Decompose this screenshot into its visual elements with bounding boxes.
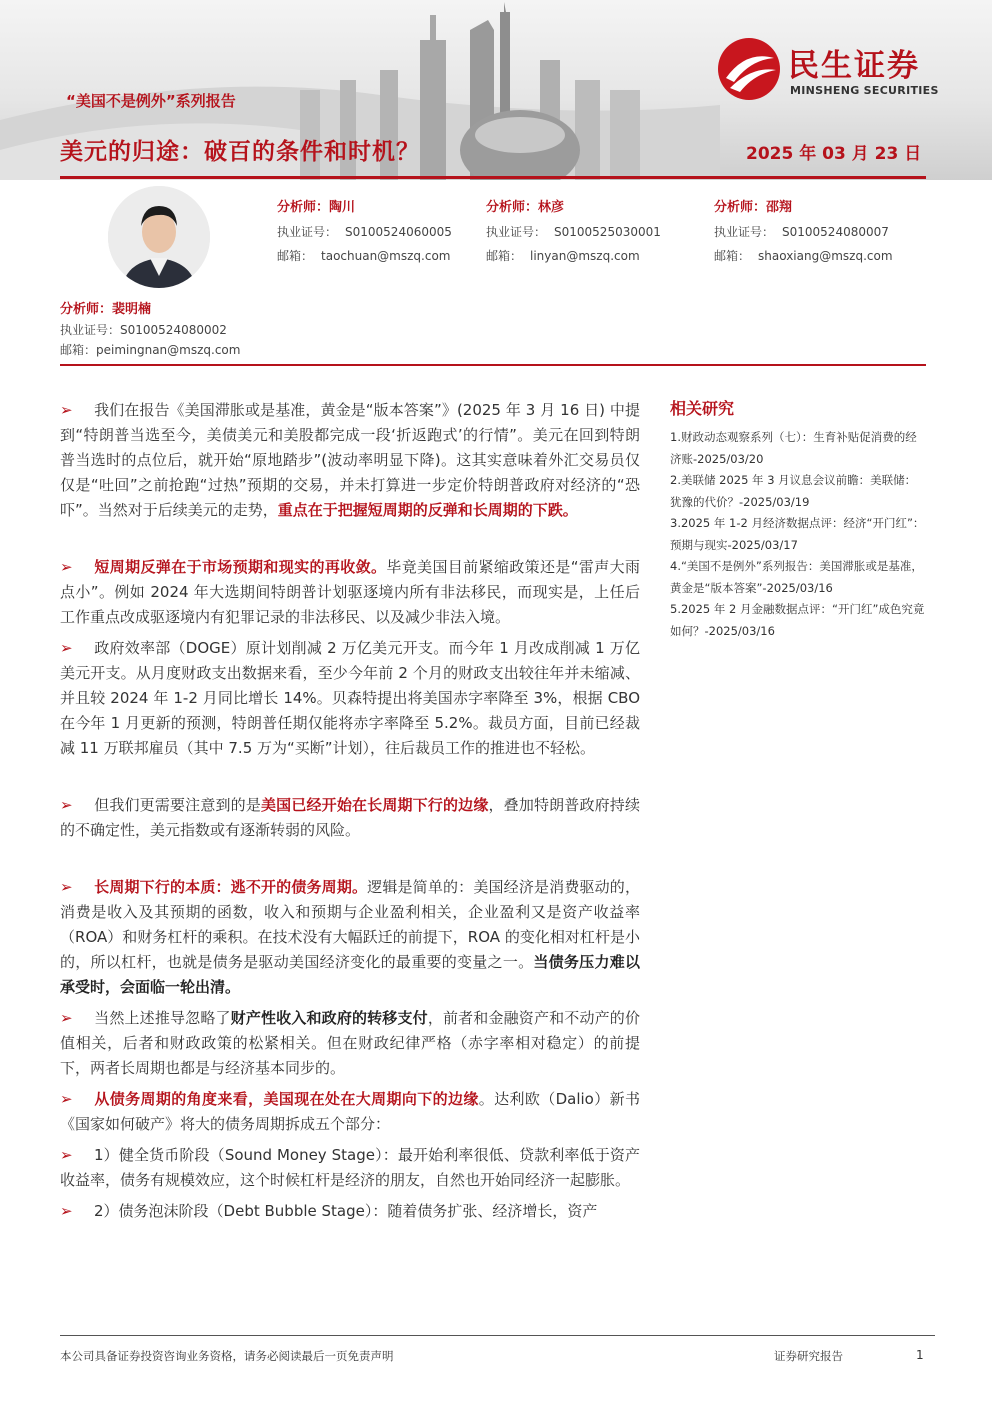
bullet-arrow-icon: ➢ [60, 1009, 73, 1027]
paragraph-text: 2）债务泡沫阶段（Debt Bubble Stage）：随着债务扩张、经济增长，资产 [94, 1202, 598, 1220]
report-date: 2025 年 03 月 23 日 [746, 144, 922, 164]
paragraph [60, 793, 640, 843]
paragraph-text: ，叠加特朗普政府持续的不确定性，美元指数或有逐渐转弱的风险。 [60, 796, 640, 839]
highlight-text: 美国已经开始在长周期下行的边缘 [261, 796, 489, 814]
bold-text: 当债务压力难以承受时，会面临一轮出清。 [60, 953, 640, 996]
related-research-item[interactable]: 2.美联储 2025 年 3 月议息会议前瞻：美联储：犹豫的代价？-2025/03/19 [670, 473, 917, 509]
cert-number: S0100524060005 [345, 225, 452, 239]
analyst-divider [60, 364, 926, 366]
analyst-email[interactable]: peimingnan@mszq.com [96, 343, 241, 357]
analyst-email[interactable]: taochuan@mszq.com [321, 249, 451, 263]
analyst-name: 分析师：林彦 [486, 200, 565, 215]
analyst-card [486, 196, 661, 268]
bullet-arrow-icon: ➢ [60, 639, 73, 657]
bullet-arrow-icon: ➢ [60, 1202, 73, 1220]
highlight-text: 短周期反弹在于市场预期和现实的再收敛。 [94, 558, 387, 576]
header-divider [60, 176, 926, 179]
email-label: 邮箱： [277, 249, 314, 263]
paragraph [60, 875, 640, 1000]
analyst-avatar [108, 186, 210, 288]
bullet-arrow-icon: ➢ [60, 878, 73, 896]
analyst-card [60, 300, 240, 360]
paragraph-text: 我们在报告《美国滞胀或是基准，黄金是“版本答案”》(2025 年 3 月 16 日) 中提到“特朗普当选至今，美债美元和美股都完成一段‘折返跑式’的行情”。美元在回到特朗普当选时的点位后，就开始“原地踏步”(波动率明显下降)。这其实意味着外汇交易员仅仅是“吐回”之前抢跑“过热”预期的交易，并未打算进一步定价特朗普政府对经济的“恐吓”。当然对于后续美元的走势， [60, 401, 640, 519]
bullet-arrow-icon: ➢ [60, 1090, 73, 1108]
paragraph [60, 398, 640, 523]
cert-number: S0100524080002 [120, 323, 227, 337]
related-research [670, 396, 926, 642]
analyst-email[interactable]: linyan@mszq.com [530, 249, 640, 263]
related-research-item[interactable]: 5.2025 年 2 月金融数据点评：“开门红”成色究竟如何？-2025/03/16 [670, 602, 925, 638]
footer-divider [60, 1335, 935, 1336]
logo-text-cn: 民生证券 [788, 48, 920, 84]
paragraph [60, 1087, 640, 1137]
paragraph [60, 1199, 640, 1224]
highlight-text: 长周期下行的本质：逃不开的债务周期。 [94, 878, 368, 896]
paragraph-text: 1）健全货币阶段（Sound Money Stage）：最开始利率很低、贷款利率低于资产收益率，债务有规模效应，这个时候杠杆是经济的朋友，自然也开始同经济一起膨胀。 [60, 1146, 640, 1189]
page-title: 美元的归途：破百的条件和时机？ [60, 139, 420, 165]
paragraph [60, 636, 640, 761]
paragraph [60, 1006, 640, 1081]
cert-label: 执业证号： [714, 225, 775, 239]
analyst-email[interactable]: shaoxiang@mszq.com [758, 249, 893, 263]
cert-number: S0100525030001 [554, 225, 661, 239]
analyst-name: 分析师：陶川 [277, 200, 356, 215]
highlight-text: 从债务周期的角度来看，美国现在处在大周期向下的边缘 [94, 1090, 479, 1108]
bullet-arrow-icon: ➢ [60, 796, 73, 814]
paragraph-text: 逻辑是简单的：美国经济是消费驱动的，消费是收入及其预期的函数，收入和预期与企业盈利相关，企业盈利又是资产收益率（ROA）和财务杠杆的乘积。在技术没有大幅跃迁的前提下，ROA 的变化相对杠杆是小的，所以杠杆，也就是债务是驱动美国经济变化的最重要的变量之一。 [60, 878, 640, 971]
paragraph-text: ，前者和金融资产和不动产的价值相关，后者和财政政策的松紧相关。但在财政纪律严格（赤字率相对稳定）的前提下，两者长周期也都是与经济基本同步的。 [60, 1009, 640, 1077]
bold-text: 财产性收入和政府的转移支付 [230, 1009, 428, 1027]
company-logo [716, 36, 968, 106]
related-research-item[interactable]: 3.2025 年 1-2 月经济数据点评：经济“开门红”：预期与现实-2025/03/17 [670, 516, 925, 552]
paragraph-text: 毕竟美国目前紧缩政策还是“雷声大雨点小”。例如 2024 年大选期间特朗普计划驱逐境内所有非法移民，而现实是，上任后工作重点改成驱逐境内有犯罪记录的非法移民、以及减少非法入境。 [60, 558, 640, 626]
logo-text-en: MINSHENG SECURITIES [790, 84, 939, 97]
analyst-card [277, 196, 452, 268]
cert-number: S0100524080007 [782, 225, 889, 239]
header-banner [0, 0, 992, 180]
paragraph-text: 政府效率部（DOGE）原计划削减 2 万亿美元开支。而今年 1 月改成削减 1 万亿美元开支。从月度财政支出数据来看，至少今年前 2 个月的财政支出较往年并未缩减、并且较 2024 年 1-2 月同比增长 14%。贝森特提出将美国赤字率降至 3%，根据 CBO 在今年 1 月更新的预测，特朗普任期仅能将赤字率降至 5.2%。裁员方面，目前已经裁减 11 万联邦雇员（其中 7.5 万为“买断”计划），往后裁员工作的推进也不轻松。 [60, 639, 640, 757]
cert-label: 执业证号： [60, 323, 121, 337]
email-label: 邮箱： [486, 249, 523, 263]
paragraph [60, 555, 640, 630]
email-label: 邮箱： [714, 249, 751, 263]
cert-label: 执业证号： [486, 225, 547, 239]
bullet-arrow-icon: ➢ [60, 1146, 73, 1164]
series-title: “美国不是例外”系列报告 [66, 92, 236, 110]
bullet-arrow-icon: ➢ [60, 558, 73, 576]
paragraph-text: 但我们更需要注意到的是 [94, 796, 261, 814]
footer-doc-type: 证券研究报告 [774, 1349, 843, 1363]
paragraph-text: 当然上述推导忽略了 [94, 1009, 231, 1027]
minsheng-logo-icon [716, 36, 782, 102]
bullet-arrow-icon: ➢ [60, 401, 73, 419]
report-body [60, 398, 640, 1224]
analyst-card [714, 196, 893, 268]
analyst-name: 分析师：邵翔 [714, 200, 793, 215]
paragraph [60, 1143, 640, 1193]
cert-label: 执业证号： [277, 225, 338, 239]
related-research-item[interactable]: 4.“美国不是例外”系列报告：美国滞胀或是基准，黄金是“版本答案”-2025/03/16 [670, 559, 923, 595]
related-research-item[interactable]: 1.财政动态观察系列（七）：生育补贴促消费的经济账-2025/03/20 [670, 430, 917, 466]
footer-disclaimer: 本公司具备证券投资咨询业务资格，请务必阅读最后一页免责声明 [60, 1349, 394, 1363]
page-number: 1 [916, 1348, 924, 1362]
related-research-title: 相关研究 [670, 399, 735, 418]
paragraph-text: 。达利欧（Dalio）新书《国家如何破产》将大的债务周期拆成五个部分： [60, 1090, 640, 1133]
highlight-text: 重点在于把握短周期的反弹和长周期的下跌。 [277, 501, 578, 519]
email-label: 邮箱： [60, 343, 97, 357]
analyst-name: 分析师：裴明楠 [60, 302, 152, 317]
